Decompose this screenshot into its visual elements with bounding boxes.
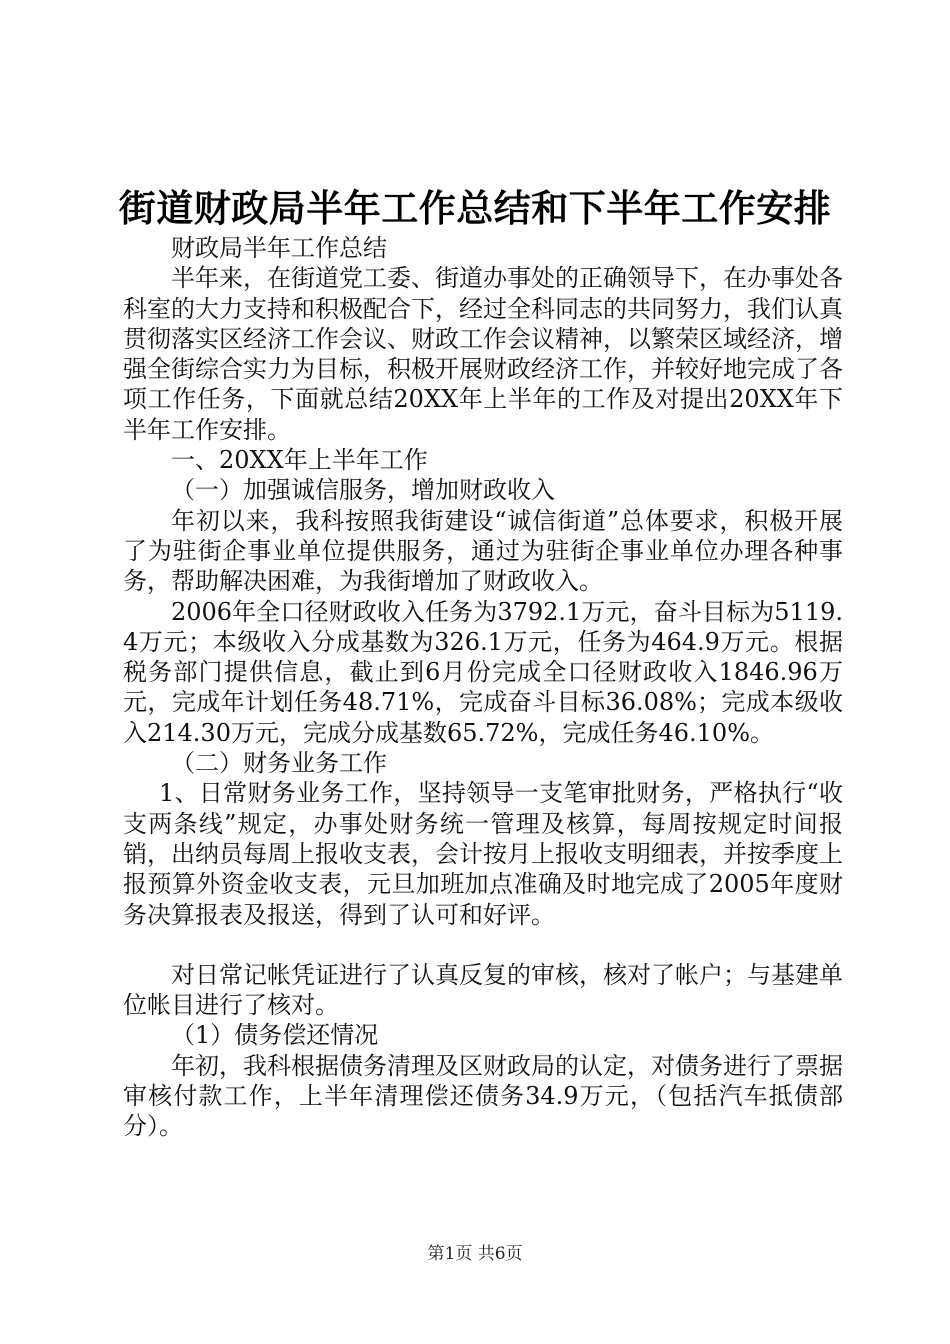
subsection-heading: （一）加强诚信服务，增加财政收入 <box>171 476 555 505</box>
paragraph: 年初以来，我科按照我街建设“诚信街道”总体要求，积极开展了为驻街企事业单位提供服务，通过为驻街企事业单位办理各种事务，帮助解决困难，为我街增加了财政收入。 <box>123 506 843 596</box>
section-heading: 一、20XX年上半年工作 <box>171 446 428 475</box>
page-number: 第1页 共6页 <box>427 1244 523 1264</box>
subsection-heading: （二）财务业务工作 <box>171 749 387 778</box>
subsection-heading: （1）债务偿还情况 <box>171 1021 379 1050</box>
paragraph: 年初，我科根据债务清理及区财政局的认定，对债务进行了票据审核付款工作，上半年清理偿还债务34.9万元，（包括汽车抵债部分）。 <box>123 1051 843 1141</box>
paragraph: 对日常记帐凭证进行了认真反复的审核，核对了帐户；与基建单位帐目进行了核对。 <box>123 960 843 1020</box>
document-title: 街道财政局半年工作总结和下半年工作安排 <box>118 186 832 230</box>
paragraph: 2006年全口径财政收入任务为3792.1万元，奋斗目标为5119.4万元；本级收入分成基数为326.1万元，任务为464.9万元。根据税务部门提供信息，截止到6月份完成全口径财政收入1846.96万元，完成年计划任务48.71%，完成奋斗目标36.08%；完成本级收入214.30万元，完成分成基数65.72%，完成任务46.10%。 <box>123 597 843 747</box>
paragraph: 1、日常财务业务工作，坚持领导一支笔审批财务，严格执行“收支两条线”规定，办事处财务统一管理及核算，每周按规定时间报销，出纳员每周上报收支表，会计按月上报收支明细表，并按季度上报预算外资金收支表，元旦加班加点准确及时地完成了2005年度财务决算报表及报送，得到了认可和好评。 <box>123 779 843 929</box>
document-body <box>123 233 843 1142</box>
section-heading: 财政局半年工作总结 <box>171 234 387 262</box>
paragraph: 半年来，在街道党工委、街道办事处的正确领导下，在办事处各科室的大力支持和积极配合下，经过全科同志的共同努力，我们认真贯彻落实区经济工作会议、财政工作会议精神，以繁荣区域经济，增强全街综合实力为目标，积极开展财政经济工作，并较好地完成了各项工作任务，下面就总结20XX年上半年的工作及对提出20XX年下半年工作安排。 <box>123 264 843 444</box>
